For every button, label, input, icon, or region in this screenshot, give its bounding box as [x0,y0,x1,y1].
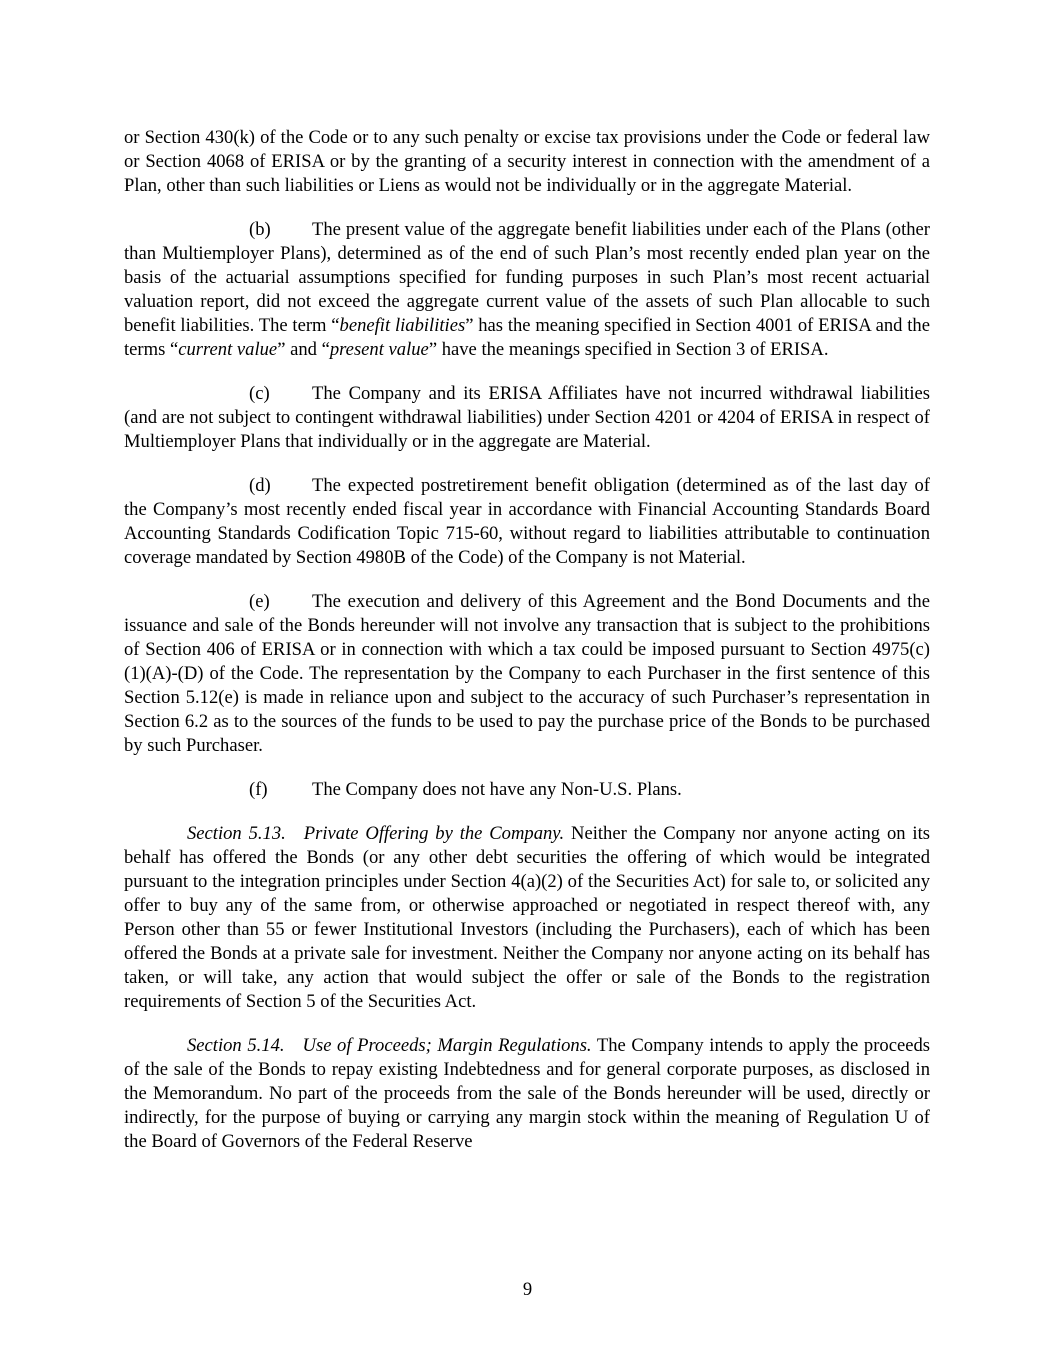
paragraph-b-text-2: ” has the meaning specified in Section 4001 of ERISA and the terms “ [124,315,930,360]
paragraph-f-text: The Company does not have any Non-U.S. Plans. [312,779,682,800]
paragraph-b-text-1: The present value of the aggregate benefit liabilities under each of the Plans (other than Multiemployer Plans), determined as of the end of such Plan’s most recently ended plan year on the basis of the actuarial assumptions specified for funding purposes in such Plan’s most recent actuarial valuation report, did not exceed the aggregate current value of the assets of such Plan allocable to such benefit liabilities. The term “ [124,219,930,336]
paragraph-f-label: (f) [249,779,268,800]
paragraph-f [124,778,930,802]
continuation-paragraph: or Section 430(k) of the Code or to any such penalty or excise tax provisions under the Code or federal law or Section 4068 of ERISA or by the granting of a security interest in connection with the amendment of a Plan, other than such liabilities or Liens as would not be individually or in the aggregate Material. [124,127,930,196]
term-present-value: present value [329,339,429,360]
paragraph-e [124,590,930,758]
paragraph-d-text: The expected postretirement benefit obligation (determined as of the last day of the Company’s most recently ended fiscal year in accordance with Financial Accounting Standards Board Accounting Standards Codification Topic 715-60, without regard to liabilities attributable to continuation coverage mandated by Section 4980B of the Code) of the Company is not Material. [124,475,930,568]
paragraph-b-label: (b) [249,219,271,240]
section-5-14 [124,1034,930,1154]
page-number: 9 [522,1279,533,1300]
section-5-13-title: Private Offering by the Company. [303,823,565,844]
section-5-13-number: Section 5.13. [187,823,286,844]
section-5-14-text: The Company intends to apply the proceeds of the sale of the Bonds to repay existing Indebtedness and for general corporate purposes, as disclosed in the Memorandum. No part of the proceeds from the sale of the Bonds hereunder will be used, directly or indirectly, for the purpose of buying or carrying any margin stock within the meaning of Regulation U of the Board of Governors of the Federal Reserve [124,1035,930,1152]
document-page [124,126,930,1174]
section-5-13 [124,822,930,1014]
paragraph-c-label: (c) [249,383,270,404]
paragraph-b [124,218,930,362]
paragraph-e-label: (e) [249,591,270,612]
section-5-13-text: Neither the Company nor anyone acting on its behalf has offered the Bonds (or any other debt securities the offering of which would be integrated pursuant to the integration principles under Section 4(a)(2) of the Securities Act) for sale to, or solicited any offer to buy any of the same from, or otherwise approached or negotiated in respect thereof with, any Person other than 55 or fewer Institutional Investors (including the Purchasers), each of which has been offered the Bonds at a private sale for investment. Neither the Company nor anyone acting on its behalf has taken, or will take, any action that would subject the offer or sale of the Bonds to the registration requirements of Section 5 of the Securities Act. [124,823,930,1012]
term-current-value: current value [178,339,278,360]
section-5-14-title: Use of Proceeds; Margin Regulations. [302,1035,592,1056]
paragraph-b-text-4: ” have the meanings specified in Section 3 of ERISA. [428,339,829,360]
paragraph-c [124,382,930,454]
paragraph-d-label: (d) [249,475,271,496]
paragraph-e-text: The execution and delivery of this Agreement and the Bond Documents and the issuance and sale of the Bonds hereunder will not involve any transaction that is subject to the prohibitions of Section 406 of ERISA or in connection with which a tax could be imposed pursuant to Section 4975(c)(1)(A)-(D) of the Code. The representation by the Company to each Purchaser in the first sentence of this Section 5.12(e) is made in reliance upon and subject to the accuracy of such Purchaser’s representation in Section 6.2 as to the sources of the funds to be used to pay the purchase price of the Bonds to be purchased by such Purchaser. [124,591,930,756]
paragraph-c-text: The Company and its ERISA Affiliates have not incurred withdrawal liabilities (and are not subject to contingent withdrawal liabilities) under Section 4201 or 4204 of ERISA in respect of Multiemployer Plans that individually or in the aggregate are Material. [124,383,930,452]
section-5-14-number: Section 5.14. [187,1035,285,1056]
paragraph-d [124,474,930,570]
paragraph-b-text-3: ” and “ [277,339,330,360]
term-benefit-liabilities: benefit liabilities [339,315,466,336]
